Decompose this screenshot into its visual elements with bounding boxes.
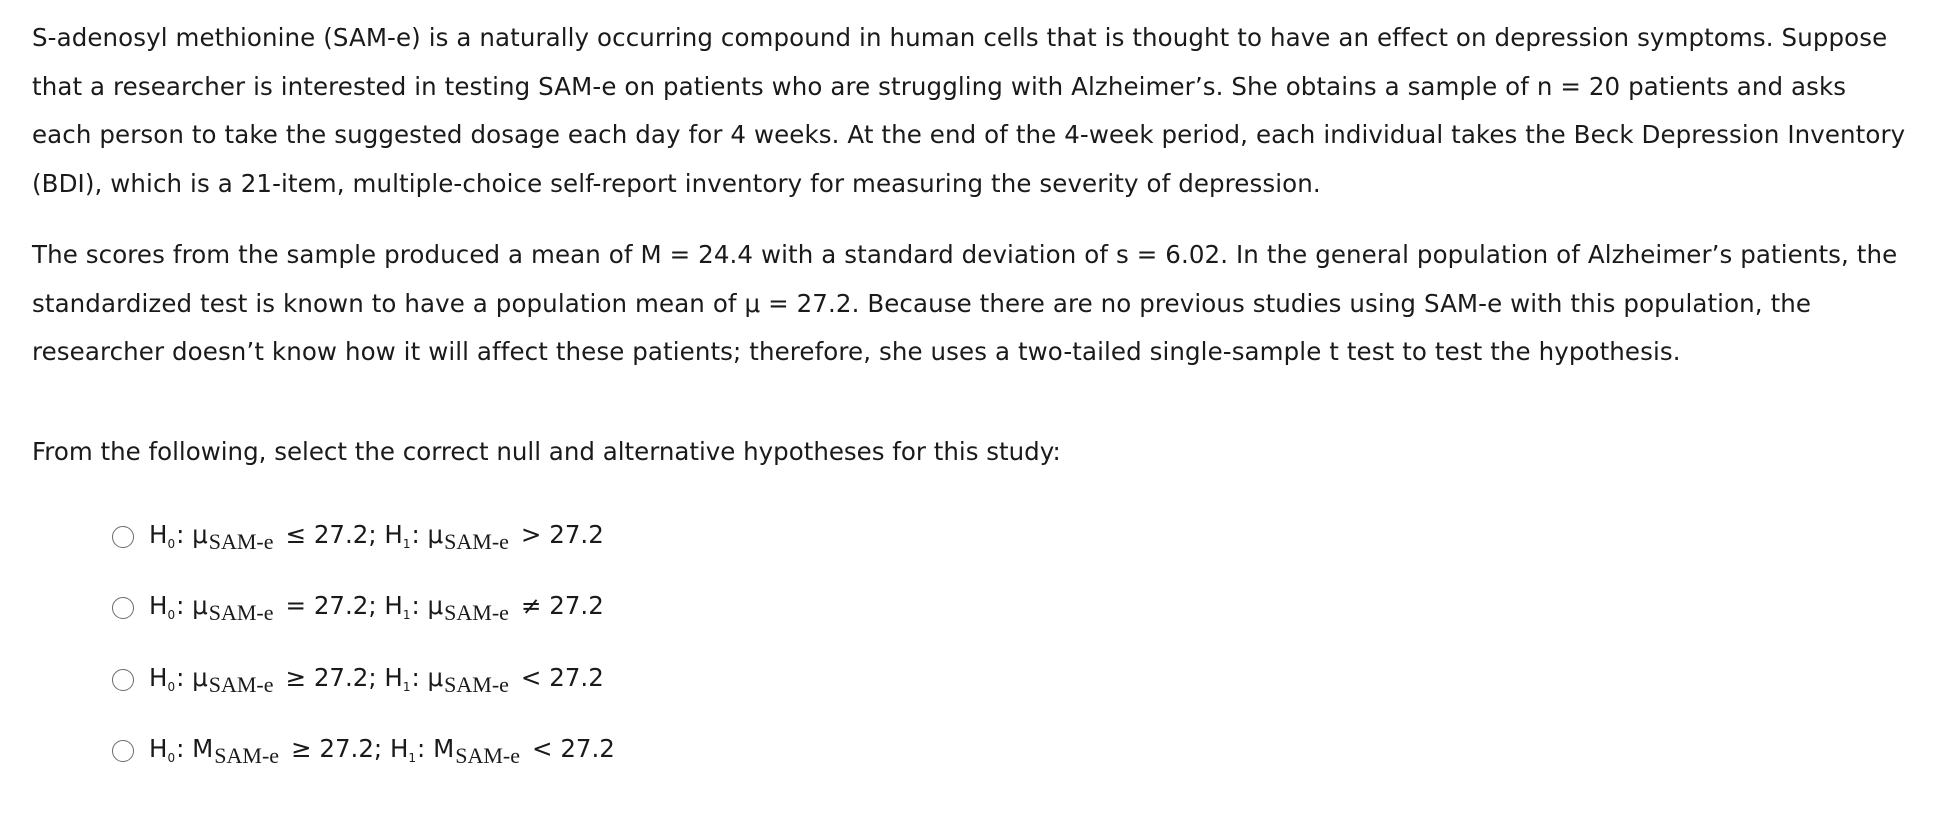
answer-options [32,501,1912,787]
answer-option-3[interactable] [112,644,1912,716]
radio-button[interactable] [112,526,134,548]
option-label: $H_0$: μSAM-e = 27.2; $H_1$: μSAM-e ≠ 27.2 [149,591,604,626]
radio-button[interactable] [112,597,134,619]
answer-option-2[interactable] [112,573,1912,645]
option-label: $H_0$: μSAM-e ≤ 27.2; $H_1$: μSAM-e > 27.2 [149,519,604,554]
answer-option-1[interactable] [112,501,1912,573]
option-label: $H_0$: MSAM-e ≥ 27.2; $H_1$: MSAM-e < 27.2 [149,734,615,769]
radio-button[interactable] [112,740,134,762]
answer-option-4[interactable] [112,716,1912,788]
question-paragraph: S-adenosyl methionine (SAM-e) is a naturally occurring compound in human cells that is thought to have an effect on depression symptoms. Suppose that a researcher is interested in testing SAM-e on patients who are struggling with Alzheimer’s. She obtains a sample of n = 20 patients and asks each person to take the suggested dosage each day for 4 weeks. At the end of the 4-week period, each individual takes the Beck Depression Inventory (BDI), which is a 21-item, multiple-choice self-report inventory for measuring the severity of depression. [32,23,1906,198]
question-prompt: From the following, select the correct null and alternative hypotheses for this study: [32,436,1061,466]
question-paragraph: The scores from the sample produced a mean of M = 24.4 with a standard deviation of s = 6.02. In the general population of Alzheimer’s patients, the standardized test is known to have a population mean of μ = 27.2. Because there are no previous studies using SAM-e with this population, the researcher doesn’t know how it will affect these patients; therefore, she uses a two-tailed single-sample t test to test the hypothesis. [32,240,1898,366]
option-label: $H_0$: μSAM-e ≥ 27.2; $H_1$: μSAM-e < 27.2 [149,662,604,697]
question-container [32,14,1912,787]
radio-button[interactable] [112,669,134,691]
